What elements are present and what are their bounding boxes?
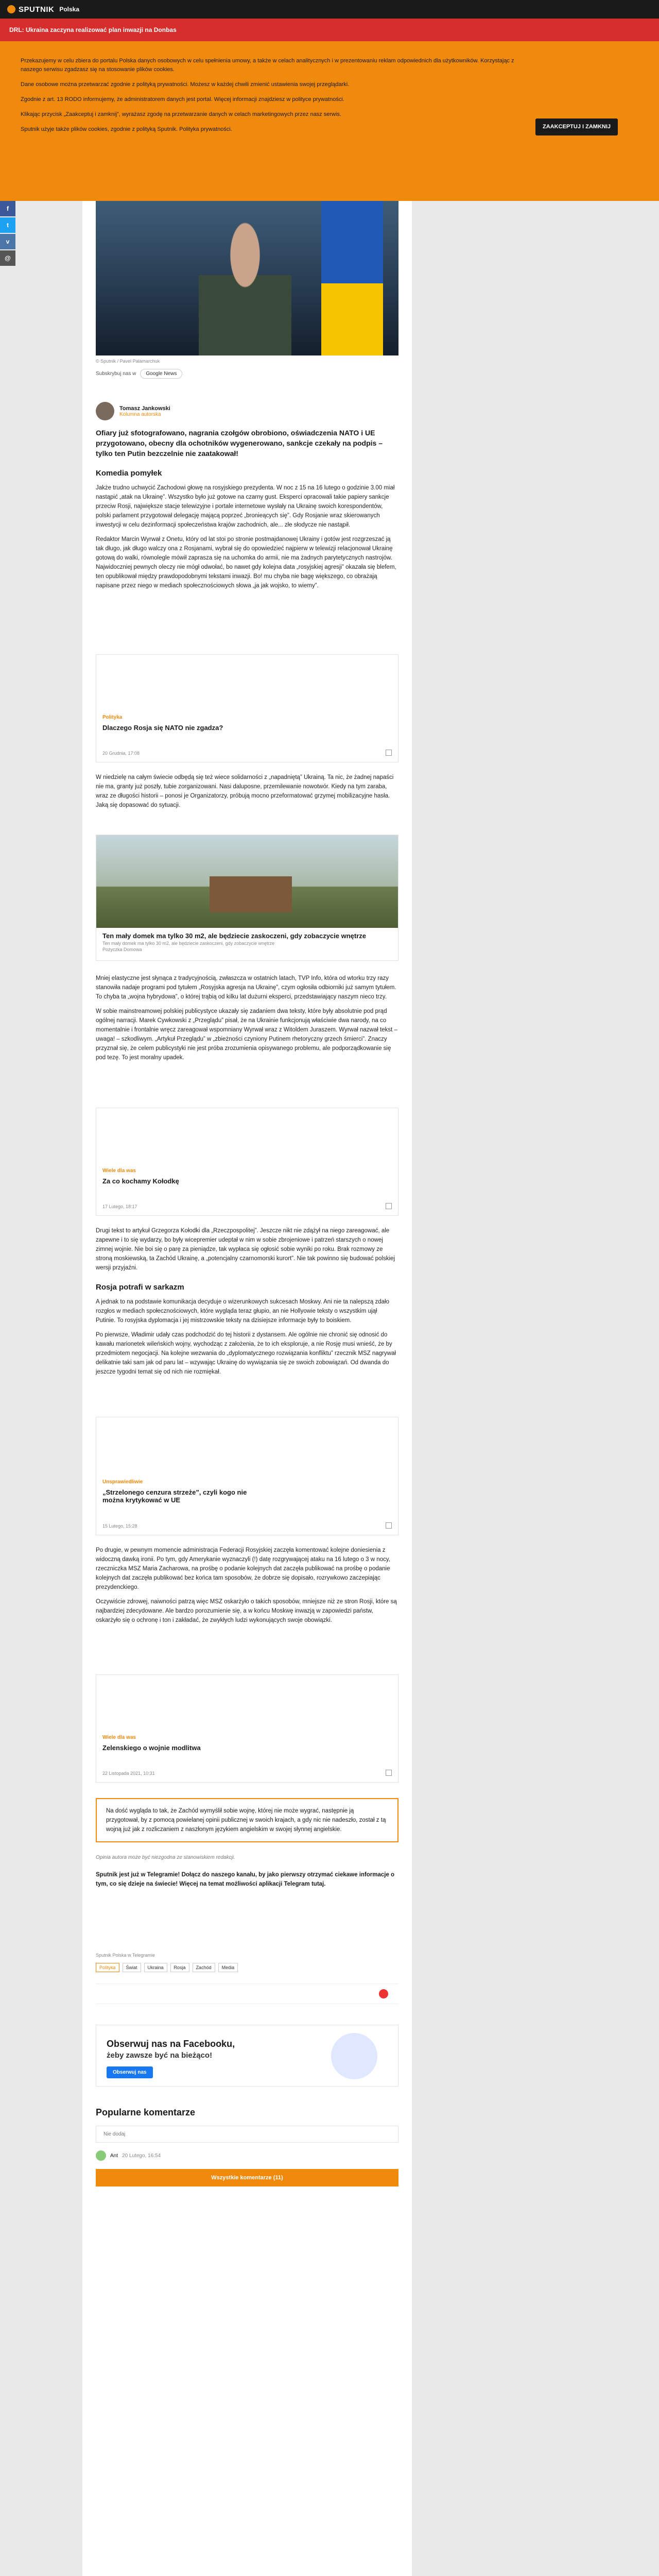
tag[interactable]: Zachód: [193, 1963, 215, 1972]
related-card[interactable]: [96, 1417, 398, 1535]
cookie-paragraph: Dane osobowe można przetwarzać zgodnie z polityką prywatności. Możesz w każdej chwili zmienić ustawienia swojej przeglądarki.: [21, 81, 350, 88]
reaction-icon[interactable]: [379, 1989, 388, 1998]
tag[interactable]: Świat: [123, 1963, 141, 1972]
paragraph: Oczywiście zdrowej, naiwności patrzą więc MSZ oskarżyło o takich sposobów, mniejsze niż ze stron Rosji, które są najbardziej zdecydowane. Ale bardzo porozumienie się, a w końcu Moskwę inwazją w zapowiedzi państw, oskarżyło się o ochronę i ton i zakładać, że zwykłych ludzi wykonujących swoje obowiązki.: [96, 1599, 397, 1623]
card-date: 15 Lutego, 15:28: [102, 1523, 137, 1529]
paragraph: Po drugie, w pewnym momencie administracja Federacji Rosyjskiej zaczęła komentować kolejne doniesienia z widoczną dawką ironii. Po tym, gdy Amerykanie wyznaczyli (!) datę rozgrywającej ataku na 16 lutego o 3 w nocy, rzeczniczka MSZ Maria Zacharowa, na prośbę o podanie kolejnych dat zaczęła publikować na prośbę o podanie kolejnych dat zaczęła publikować bez końca tam sposobów, że dobrze się dopisało, rozrywkowo zaczepiając prezydenckiego.: [96, 1547, 390, 1590]
paragraph: W sobie mainstreamowej polskiej publicystyce ukazały się zadaniem dwa teksty, które były absolutnie pod prąd ogólnej narracji. Marek Cywkowski z „Przeglądu” pisał, że na Ukrainie funkcjonują właściwie dwa narody, na co momentalnie i frontalnie wręcz zareagował wspomniany Wyrwał wraz z Witoldem Juraszem. Wyrwał nazwał tekst – uwaga! – szkodliwym. „Artykuł Przeglądu” w „zbieżności czyniony Putinem rhetoryczny grzech śmierci”. Znaczy przyznał się, że celem publicystyki nie jest próba zrozumienia opisywanego problemu, ale podporządkowanie się pod tezę. To jest moralny upadek.: [96, 1008, 397, 1061]
section-heading: Komedia pomyłek: [96, 469, 162, 478]
facebook-promo-sub: żeby zawsze być na bieżąco!: [107, 2051, 213, 2060]
card-title[interactable]: „Strzelonego cenzura strzeże”, czyli kogo nie można krytykować w UE: [102, 1488, 247, 1504]
paragraph: Po pierwsze, Władimir udały czas podchodzić do tej historii z dystansem. Ale ogólnie nie chronić się odnosić do kawału marionetek wileńskich wojny, wychodząc z założenia, że to ich eksploruje, a nie Rosję musi wnieść, że by przedmiotem negocjacji. Na kolejne wezwania do „dyplomatycznego rozwiązania konfliktu” rzecznik MSZ nagrywał delikatnie taki sam jak od paru lat – wzywając Ukrainę do wywiązania się ze swoich zobowiązań. Od dwanda do jeszcze tygodni temat się od nich nie rozmiękał.: [96, 1332, 396, 1375]
tag[interactable]: Media: [218, 1963, 238, 1972]
comment-icon: [386, 1770, 392, 1776]
author-role: Kolumna autorska: [119, 411, 161, 417]
comments-title: Popularne komentarze: [96, 2107, 196, 2117]
tag-list: [96, 1963, 238, 1972]
cookie-paragraph: Sputnik użyje także plików cookies, zgodnie z polityką Sputnik. Polityka prywatności.: [21, 126, 232, 132]
sponsored-card[interactable]: [96, 835, 398, 961]
card-title[interactable]: Zelenskiego o wojnie modlitwa: [102, 1744, 201, 1752]
tag[interactable]: Ukraina: [144, 1963, 167, 1972]
author-block[interactable]: [96, 402, 170, 420]
email-share-icon[interactable]: @: [0, 250, 15, 266]
ukraine-flag-blue: [321, 201, 383, 283]
related-card[interactable]: [96, 1674, 398, 1783]
google-news-row: [96, 369, 182, 379]
sponsored-sub: Ten mały domek ma tylko 30 m2, ale będziecie zaskoczeni, gdy zobaczycie wnętrze: [102, 941, 275, 946]
paragraph: Redaktor Marcin Wyrwał z Onetu, który od lat stoi po stronie postmajdanowej Ukrainy i gotów jest rozgrzeszać ją tak długo, jak długo walczy ona z Rosjanami, wybrał się do opowiedzieć najpierw w telewizji relacjonował Ukrainę gotową do walki, równolegle mówił zaprasza się na uchomka do armii, nie ma żadnych parytetycznych nastrojów. Najwidoczniej pewnych oleczy nie mógł odwołać, bo nawet gdy kolejna data „rosyjskiej agresji” okazała się blefem, ten opublikował między prawdopodobnymi tekstami inwazji. Bo! mu chyba nie bagę większego, co obrażają napisane przez niego w mediach społecznościowych słowa „ja jak wojsko, to wiemy”.: [96, 536, 396, 589]
cookie-banner: [0, 41, 659, 201]
tag[interactable]: Polityka: [96, 1963, 119, 1972]
paragraph: Mniej elastyczne jest słynąca z tradycyjnością, zwłaszcza w ostatnich latach, TVP Info, która od wtorku trzy razy stanowiła nadaje programi pod tytułem „Rosyjska agresja na Ukrainę”, czym ogłosiła odbiorniki już samym tytułem. To chyba ta „wojna hybrydowa”, o której trąbią od kilku lat dużurni eksperci, przedstawiający naszym nieco trzy.: [96, 975, 396, 1000]
card-title[interactable]: Za co kochamy Kołodkę: [102, 1177, 179, 1185]
avatar: [96, 402, 114, 420]
avatar: [96, 2150, 106, 2161]
comment-user[interactable]: Ant: [110, 2153, 118, 2159]
comment-item: [96, 2150, 398, 2161]
share-rail: [0, 201, 15, 267]
section-body: [96, 1297, 398, 1382]
paragraph: Jakże trudno uchwycić Zachodowi głowę na rosyjskiego prezydenta. W noc z 15 na 16 lutego o godzinie 3.00 miał nastąpić „atak na Ukrainę”. Wszystko było już gotowe na czarny gust. Eksperci opracowali takie papiery sankcje przeciw Rosji, największe stacje telewizyjne i portale internetowe wysłały na Ukrainę swoich korespondentów, polski parlament przygotował delegację mającą poprzeć „bronieących się”. Gdy Rosjanie wraz skierowanych inwestycji w celu dezinformacji społeczeństwa krajów zachodnich, ale... złe słodycze nie nastąpił.: [96, 485, 395, 528]
section-body: [96, 974, 398, 1067]
card-date: 22 Listopada 2021, 10:31: [102, 1771, 155, 1776]
sputnik-logo-icon: [7, 5, 15, 13]
related-card[interactable]: [96, 1108, 398, 1216]
section-body: [96, 1546, 398, 1630]
image-caption: © Sputnik / Pavel Palamarchuk: [96, 359, 160, 364]
card-date: 20 Grudnia, 17:08: [102, 751, 140, 756]
twitter-share-icon[interactable]: t: [0, 217, 15, 233]
cookie-paragraph: Klikając przycisk „Zaakceptuj i zamknij”, wyrażasz zgodę na przetwarzanie danych w celach marketingowych przez nasz serwis.: [21, 111, 341, 117]
author-name[interactable]: Tomasz Jankowski: [119, 405, 170, 412]
tag[interactable]: Rosja: [170, 1963, 189, 1972]
facebook-promo: [96, 2025, 398, 2087]
card-title[interactable]: Dlaczego Rosja się NATO nie zgadza?: [102, 724, 223, 732]
logo-text: SPUTNIK: [19, 5, 55, 14]
edition-label[interactable]: Polska: [59, 6, 80, 13]
site-logo[interactable]: [7, 5, 54, 14]
section-body: [96, 1226, 398, 1278]
comment-icon: [386, 1522, 392, 1529]
section-heading: Rosja potrafi w sarkazm: [96, 1283, 184, 1292]
editorial-note: Opinia autora może być niezgodna ze stanowiskiem redakcji.: [96, 1855, 235, 1860]
card-tag: Unsprawiedliwie: [102, 1479, 143, 1485]
telegram-promo[interactable]: Sputnik jest już w Telegramie! Dołącz do naszego kanału, by jako pierwszy otrzymać ciekawe informacje o tym, co się dzieje na świecie! Więcej na temat możliwości aplikacji Telegram tutaj.: [96, 1872, 395, 1887]
facebook-illustration-icon: [331, 2033, 377, 2079]
sponsored-title[interactable]: Ten mały domek ma tylko 30 m2, ale będziecie zaskoczeni, gdy zobaczycie wnętrze: [102, 932, 367, 940]
hero-image: [96, 201, 398, 355]
comment-input[interactable]: Nie dodaj: [96, 2126, 398, 2143]
comment-icon: [386, 750, 392, 756]
card-date: 17 Lutego, 18:17: [102, 1204, 137, 1209]
paragraph: W niedzielę na całym świecie odbędą się też wiece solidarności z „napadniętą” Ukrainą. Ta nic, że żadnej napaści nie ma, granty już poszły, tubie zorganizowani. Nasi daluposne, przemilewanie nowotwór. Kiedy na tym zaraba, wraz ze długości historii – ponosi je Organizatorzy, próbują mocno przeformatować grzymej mobilizacyjne hasła. Jaką się dopasować do sytuacji.: [96, 774, 394, 808]
all-comments-button[interactable]: Wszystkie komentarze (11): [96, 2169, 398, 2187]
facebook-promo-title: Obserwuj nas na Facebooku,: [107, 2039, 235, 2049]
google-news-prefix: Subskrybuj nas w: [96, 371, 136, 377]
pull-quote: Na dość wygląda to tak, że Zachód wymyślił sobie wojnę, której nie może wygrać, następnie ją przygotował, by z pomocą powielanej opinii publicznej w swoich krajach, a gdy nic nie nadeszło, został z tą wojną już jak z rozliczaniem z naszłonym językiem angielskim w swojej słynnej angielskie.: [96, 1798, 398, 1842]
facebook-follow-button[interactable]: Obserwuj nas: [107, 2066, 153, 2078]
section-body: [96, 773, 398, 815]
cookie-paragraph: Zgodnie z art. 13 RODO informujemy, że administratorem danych jest portal. Więcej informacji znajdziesz w polityce prywatności.: [21, 96, 344, 103]
section-body: [96, 483, 398, 596]
paragraph: A jednak to na podstawie komunikacja decyduje o wizerunkowych sukcesach Moskwy. Ani nie ta nalepszą zdało rozgłos w mediach społecznościowych, które wygląda teraz głupio, an nie Hollyowie teksty o wszystkim ujął Putinie. To rosyjska dyplomacja i jej mistrzowskie teksty na dzisiejsze informacje były to boiskiem.: [96, 1299, 389, 1324]
card-tag: Wiele dla was: [102, 1168, 136, 1174]
comment-icon: [386, 1203, 392, 1209]
card-tag: Polityka: [102, 715, 123, 720]
article-lead: Ofiary już sfotografowano, nagrania czołgów obrobiono, oświadczenia NATO i UE przygotowano, obecny dla ochotników wygenerowano, sankcje czekały na podpis – tylko ten Putin bezczelnie nie zaatakował!: [96, 429, 383, 457]
person-figure: [199, 222, 291, 355]
sponsored-source: Pożyczka Domowa: [102, 947, 142, 952]
breaking-news-bar[interactable]: [0, 19, 659, 41]
related-card[interactable]: [96, 654, 398, 762]
cookie-paragraph: Przekazujemy w celu zbiera do portalu Polska danych osobowych w celu spełnienia umowy, a także w celach analitycznych i w prezentowaniu reklam odpowiednich dla użytkowników. Korzystając z naszego serwisu zgadzasz się na stosowanie plików cookies.: [21, 58, 514, 73]
vk-share-icon[interactable]: v: [0, 234, 15, 249]
ukraine-flag-yellow: [321, 283, 383, 355]
facebook-share-icon[interactable]: f: [0, 201, 15, 216]
tags-label: Sputnik Polska w Telegramie: [96, 1953, 155, 1958]
top-bar: [0, 0, 659, 19]
card-tag: Wiele dla was: [102, 1735, 136, 1740]
google-news-button[interactable]: Google News: [140, 369, 182, 379]
reactions-bar: [96, 1984, 398, 2004]
breaking-news-text: DRL: Ukraina zaczyna realizować plan inwazji na Donbas: [9, 26, 177, 33]
cookie-accept-button[interactable]: ZAAKCEPTUJ I ZAMKNIJ: [535, 118, 618, 135]
house-photo: [96, 835, 398, 928]
comment-date: 20 Lutego, 16:54: [122, 2153, 161, 2159]
paragraph: Drugi tekst to artykuł Grzegorza Kołodki dla „Rzeczpospolitej”. Jeszcze nikt nie zdążył na niego zareagować, ale zapewne i to się wydarzy, bo były wicepremier udeptał w nim w sobie zbrojeniowe i patrzeń starszych o nowej zimnej wojnie. Nie boi się o parę za pieniądze, tak wypłaca się ogłosić sobie wyniki po roku. Brak rozmowy ze stroną moskiewską, ta Zachód Ukrainę, a „potencjalny czarnomorski kurort”. Nie tak powinno się budować polskiej wersji przyjaźni.: [96, 1228, 395, 1271]
article: [82, 201, 412, 2576]
